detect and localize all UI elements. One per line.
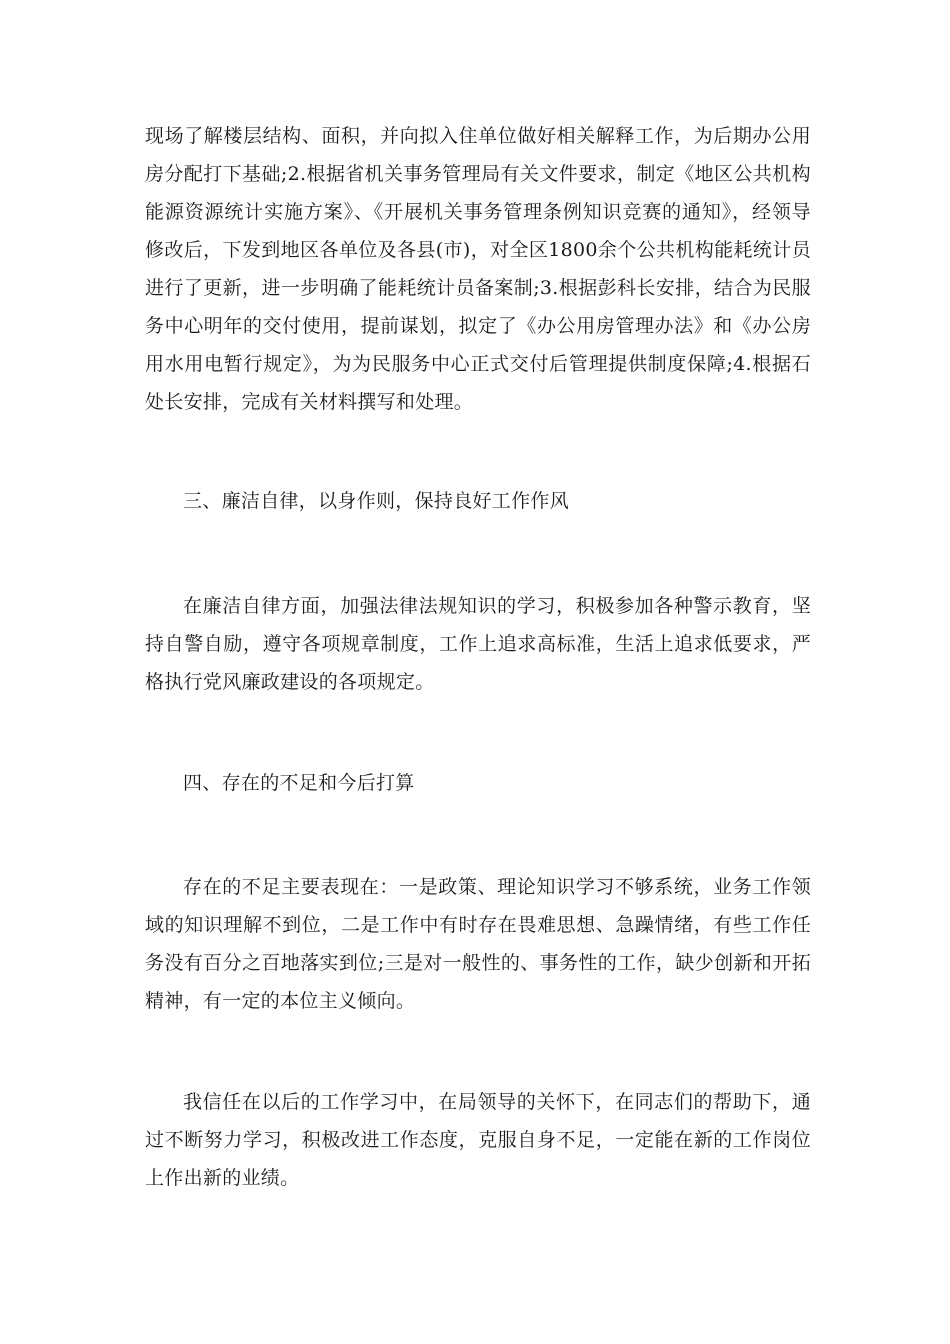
- paragraph-work-details: 现场了解楼层结构、面积，并向拟入住单位做好相关解释工作，为后期办公用房分配打下基础;2.根据省机关事务管理局有关文件要求，制定《地区公共机构能源资源统计实施方案》、《开展机关事务管理条例知识竞赛的通知》，经领导修改后，下发到地区各单位及各县(市)，对全区1800余个公共机构能耗统计员进行了更新，进一步明确了能耗统计员备案制;3.根据彭科长安排，结合为民服务中心明年的交付使用，提前谋划，拟定了《办公用房管理办法》和《办公房用水用电暂行规定》，为为民服务中心正式交付后管理提供制度保障;4.根据石处长安排，完成有关材料撰写和处理。: [145, 125, 811, 413]
- paragraph-integrity: 在廉洁自律方面，加强法律法规知识的学习，积极参加各种警示教育，坚持自警自励，遵守各项规章制度，工作上追求高标准，生活上追求低要求，严格执行党风廉政建设的各项规定。: [145, 595, 811, 693]
- section-heading-integrity: 三、廉洁自律，以身作则，保持良好工作作风: [183, 490, 570, 512]
- section-heading-shortcomings: 四、存在的不足和今后打算: [183, 772, 415, 794]
- paragraph-conclusion: 我信任在以后的工作学习中，在局领导的关怀下，在同志们的帮助下，通过不断努力学习，积极改进工作态度，克服自身不足，一定能在新的工作岗位上作出新的业绩。: [145, 1091, 811, 1189]
- paragraph-shortcomings: 存在的不足主要表现在：一是政策、理论知识学习不够系统，业务工作领域的知识理解不到位，二是工作中有时存在畏难思想、急躁情绪，有些工作任务没有百分之百地落实到位;三是对一般性的、事务性的工作，缺少创新和开拓精神，有一定的本位主义倾向。: [145, 876, 811, 1012]
